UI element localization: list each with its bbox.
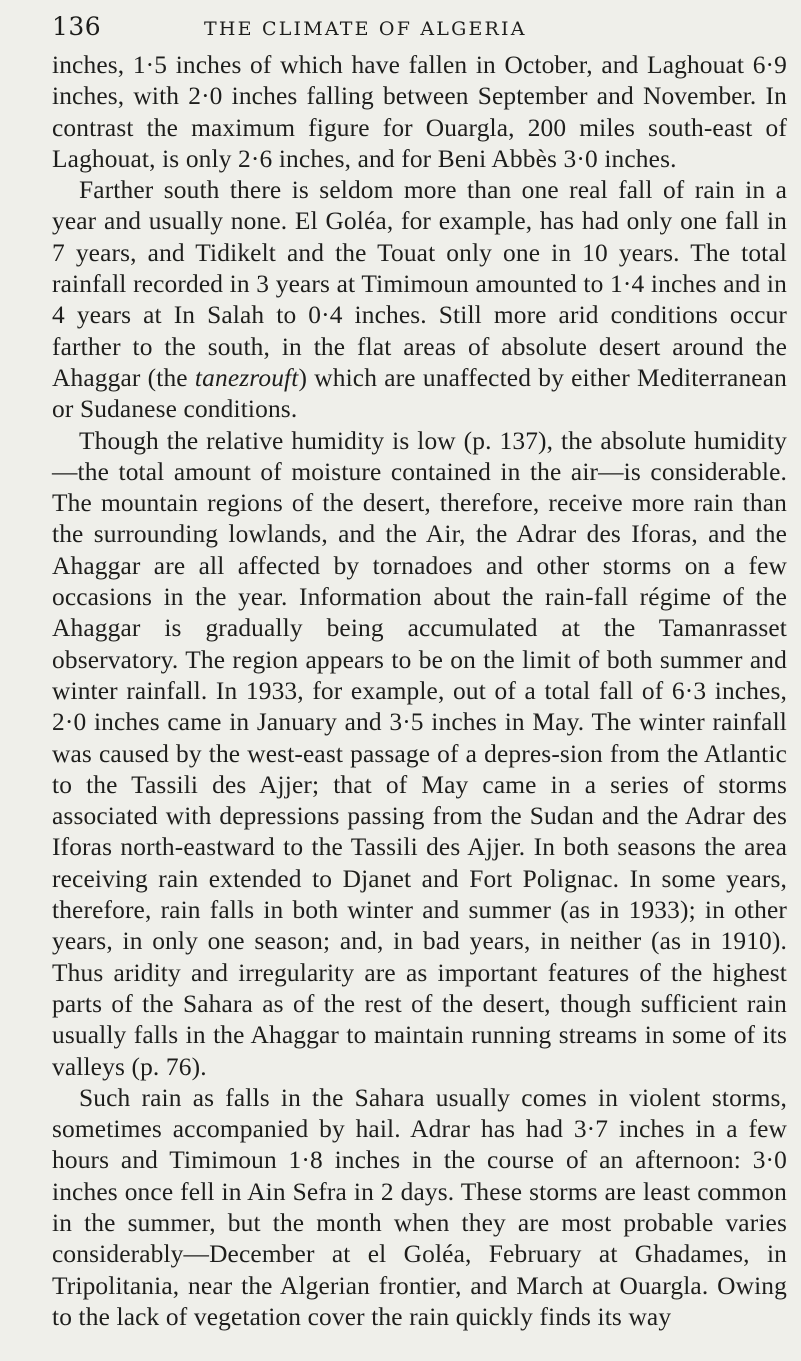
text-segment: Such rain as falls in the Sahara usually comes in violent storms, sometimes accompanied by hail. Adrar has had 3·7 inches in a few hours and Timimoun 1·8 inches in the course of an afternoon: 3·0 inches once fell in Ain Sefra in 2 days. These storms are least common in the summer, but the month when they are most probable varies considerably—December at el Goléa, February at Ghadames, in Tripolitania, near the Algerian frontier, and March at Ouargla. Owing to the lack of vegetation cover the rain quickly finds its way	[52, 1083, 787, 1331]
paragraph	[52, 426, 787, 1083]
paragraph	[52, 1083, 787, 1333]
page-number: 136	[52, 12, 102, 41]
paragraph	[52, 50, 787, 175]
text-segment: inches, 1·5 inches of which have fallen in October, and Laghouat 6·9 inches, with 2·0 inches falling between September and November. In contrast the maximum figure for Ouargla, 200 miles south-east of Laghouat, is only 2·6 inches, and for Beni Abbès 3·0 inches.	[52, 51, 787, 173]
text-segment: Though the relative humidity is low (p. 137), the absolute humidity—the total amount of moisture contained in the air—is considerable. The mountain regions of the desert, therefore, receive more rain than the surrounding lowlands, and the Air, the Adrar des Iforas, and the Ahaggar are all affected by tornadoes and other storms on a few occasions in the year. Information about the rain-fall régime of the Ahaggar is gradually being accumulated at the Tamanrasset observatory. The region appears to be on the limit of both summer and winter rainfall. In 1933, for example, out of a total fall of 6·3 inches, 2·0 inches came in January and 3·5 inches in May. The winter rainfall was caused by the west-east passage of a depres-sion from the Atlantic to the Tassili des Ajjer; that of May came in a series of storms associated with depressions passing from the Sudan and the Adrar des Iforas north-eastward to the Tassili des Ajjer. In both seasons the area receiving rain extended to Djanet and Fort Polignac. In some years, therefore, rain falls in both winter and summer (as in 1933); in other years, in only one season; and, in bad years, in neither (as in 1910). Thus aridity and irregularity are as important features of the highest parts of the Sahara as of the rest of the desert, though sufficient rain usually falls in the Ahaggar to maintain running streams in some of its valleys (p. 76).	[52, 426, 787, 1081]
body-text	[52, 50, 787, 1333]
text-segment: Farther south there is seldom more than one real fall of rain in a year and usually none. El Goléa, for example, has had only one fall in 7 years, and Tidikelt and the Touat only one in 10 years. The total rainfall recorded in 3 years at Timimoun amounted to 1·4 inches and in 4 years at In Salah to 0·4 inches. Still more arid conditions occur farther to the south, in the flat areas of absolute desert around the Ahaggar (the	[52, 176, 787, 392]
paragraph	[52, 175, 787, 425]
running-title: THE CLIMATE OF ALGERIA	[204, 18, 527, 40]
text-segment: ) which are unaffected by either Mediterranean or Sudanese conditions.	[52, 363, 787, 424]
running-header	[52, 12, 787, 48]
italic-term: tanezrouft	[194, 363, 299, 392]
